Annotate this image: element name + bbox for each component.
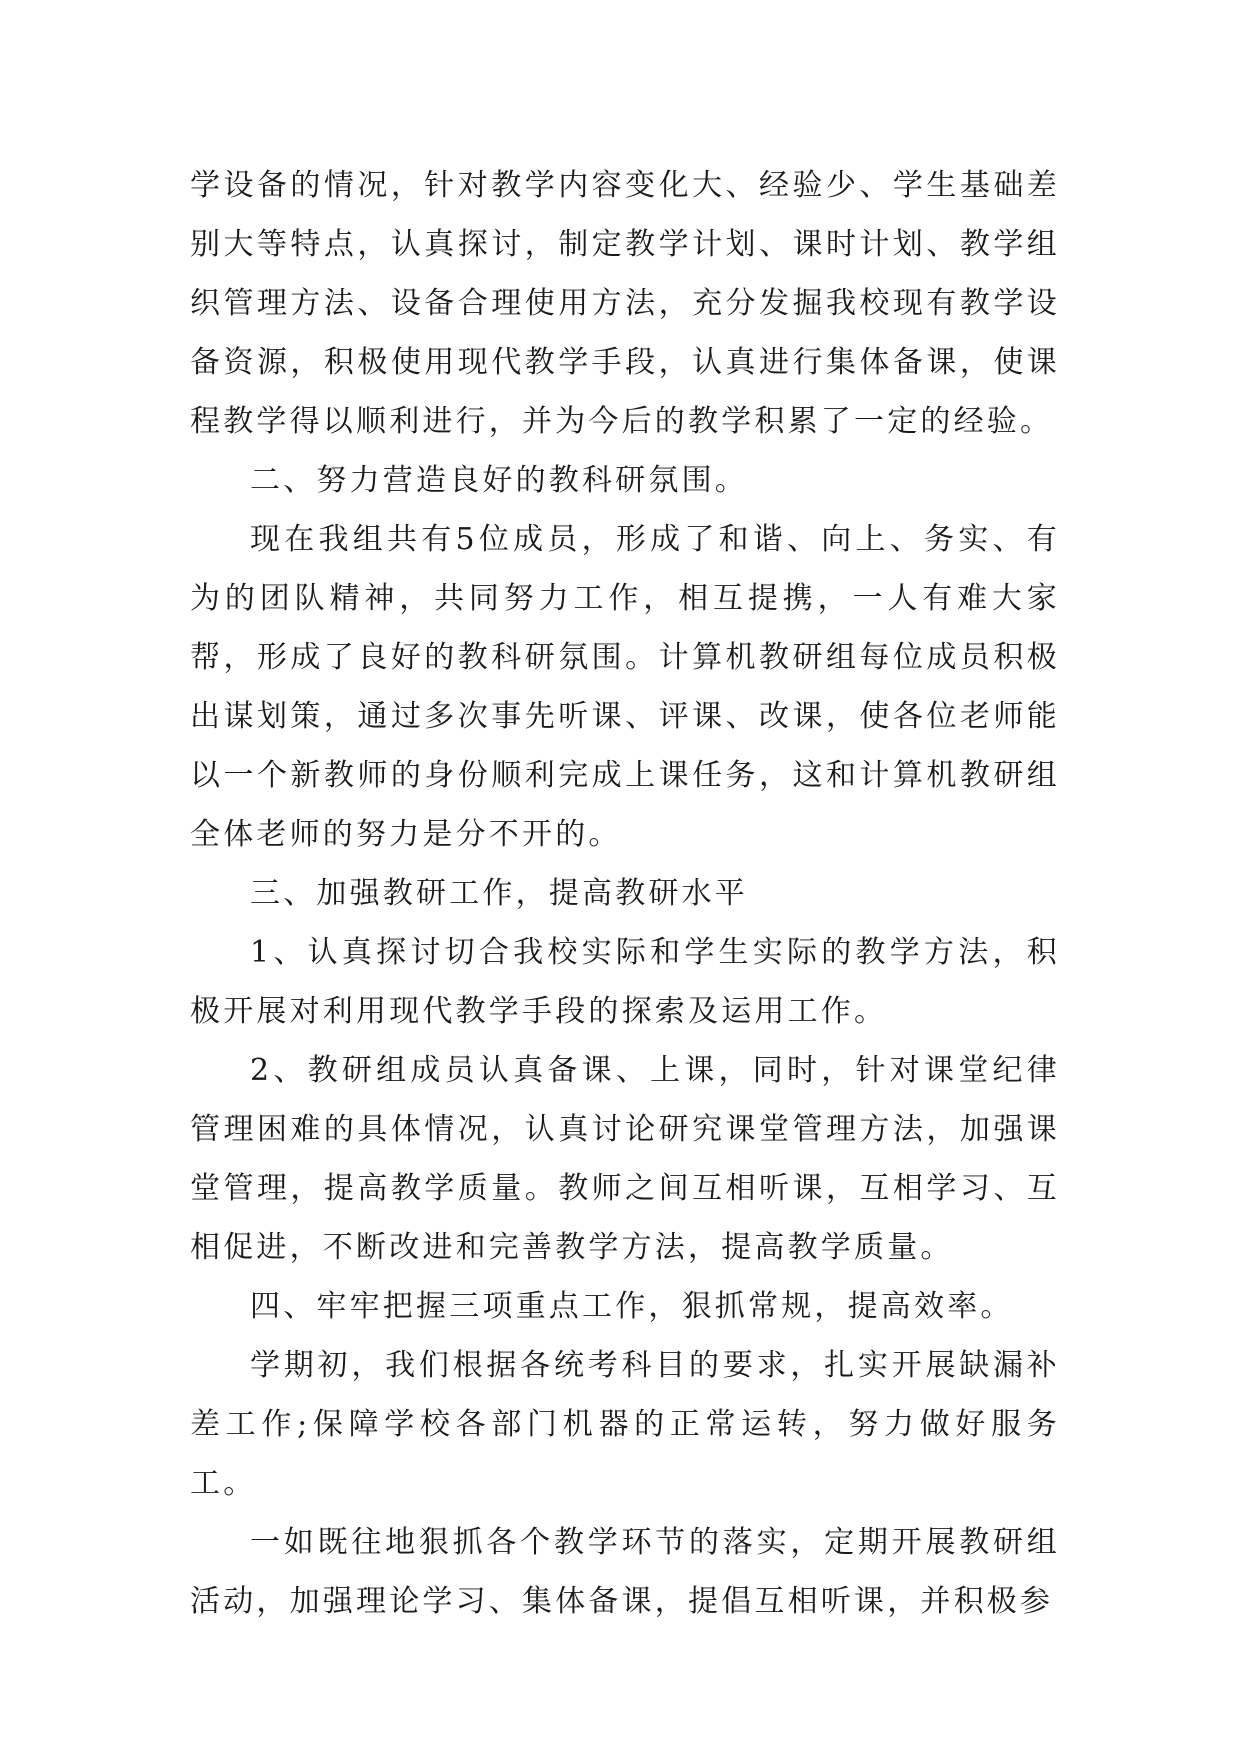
list-item-1: 1、认真探讨切合我校实际和学生实际的教学方法，积极开展对利用现代教学手段的探索及运用工作。 — [190, 935, 1060, 1029]
paragraph-routine: 一如既往地狠抓各个教学环节的落实，定期开展教研组活动，加强理论学习、集体备课，提倡互相听课，并积极参 — [190, 1525, 1060, 1619]
paragraph-team: 现在我组共有5位成员，形成了和谐、向上、务实、有为的团队精神，共同努力工作，相互提携，一人有难大家帮，形成了良好的教科研氛围。计算机教研组每位成员积极出谋划策，通过多次事先听课、评课、改课，使各位老师能以一个新教师的身份顺利完成上课任务，这和计算机教研组全体老师的努力是分不开的。 — [190, 522, 1060, 852]
section-heading-4: 四、牢牢把握三项重点工作，狠抓常规，提高效率。 — [250, 1289, 1014, 1324]
paragraph-semester: 学期初，我们根据各统考科目的要求，扎实开展缺漏补差工作;保障学校各部门机器的正常运转，努力做好服务工。 — [190, 1348, 1060, 1501]
document-body — [190, 156, 1060, 1631]
paragraph-continued: 学设备的情况，针对教学内容变化大、经验少、学生基础差别大等特点，认真探讨，制定教学计划、课时计划、教学组织管理方法、设备合理使用方法，充分发掘我校现有教学设备资源，积极使用现代教学手段，认真进行集体备课，使课程教学得以顺利进行，并为今后的教学积累了一定的经验。 — [190, 168, 1060, 439]
section-heading-3: 三、加强教研工作，提高教研水平 — [250, 876, 748, 911]
section-heading-2: 二、努力营造良好的教科研氛围。 — [250, 463, 748, 498]
list-item-2: 2、教研组成员认真备课、上课，同时，针对课堂纪律管理困难的具体情况，认真讨论研究课堂管理方法，加强课堂管理，提高教学质量。教师之间互相听课，互相学习、互相促进，不断改进和完善教学方法，提高教学质量。 — [190, 1053, 1060, 1265]
